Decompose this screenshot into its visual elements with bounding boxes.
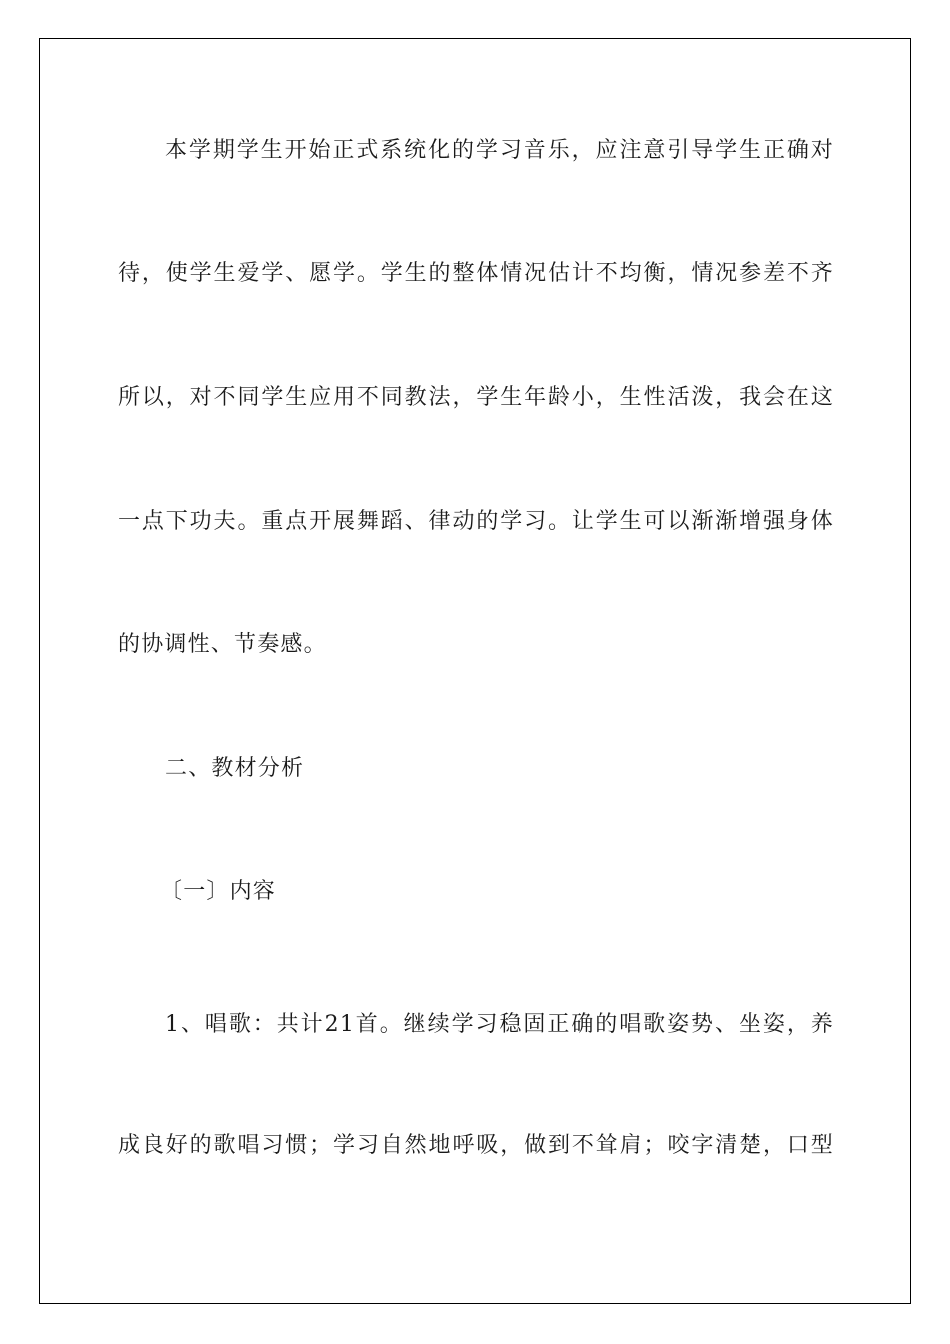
paragraph-line-2: 待，使学生爱学、愿学。学生的整体情况估计不均衡，情况参差不齐 [118,261,834,286]
paragraph-line-4: 一点下功夫。重点开展舞蹈、律动的学习。让学生可以渐渐增强身体 [118,509,834,534]
subsection-heading: 〔一〕内容 [160,879,277,904]
paragraph-line-1: 本学期学生开始正式系统化的学习音乐，应注意引导学生正确对 [165,138,834,163]
section-heading: 二、教材分析 [165,756,305,781]
paragraph-line-3: 所以，对不同学生应用不同教法，学生年龄小，生性活泼，我会在这 [118,385,834,410]
paragraph-line-7: 成良好的歌唱习惯；学习自然地呼吸，做到不耸肩；咬字清楚，口型 [118,1133,834,1158]
paragraph-line-5: 的协调性、节奏感。 [118,632,327,657]
page-border [39,38,911,1304]
paragraph-line-6: 1、唱歌：共计21首。继续学习稳固正确的唱歌姿势、坐姿，养 [165,1012,834,1037]
